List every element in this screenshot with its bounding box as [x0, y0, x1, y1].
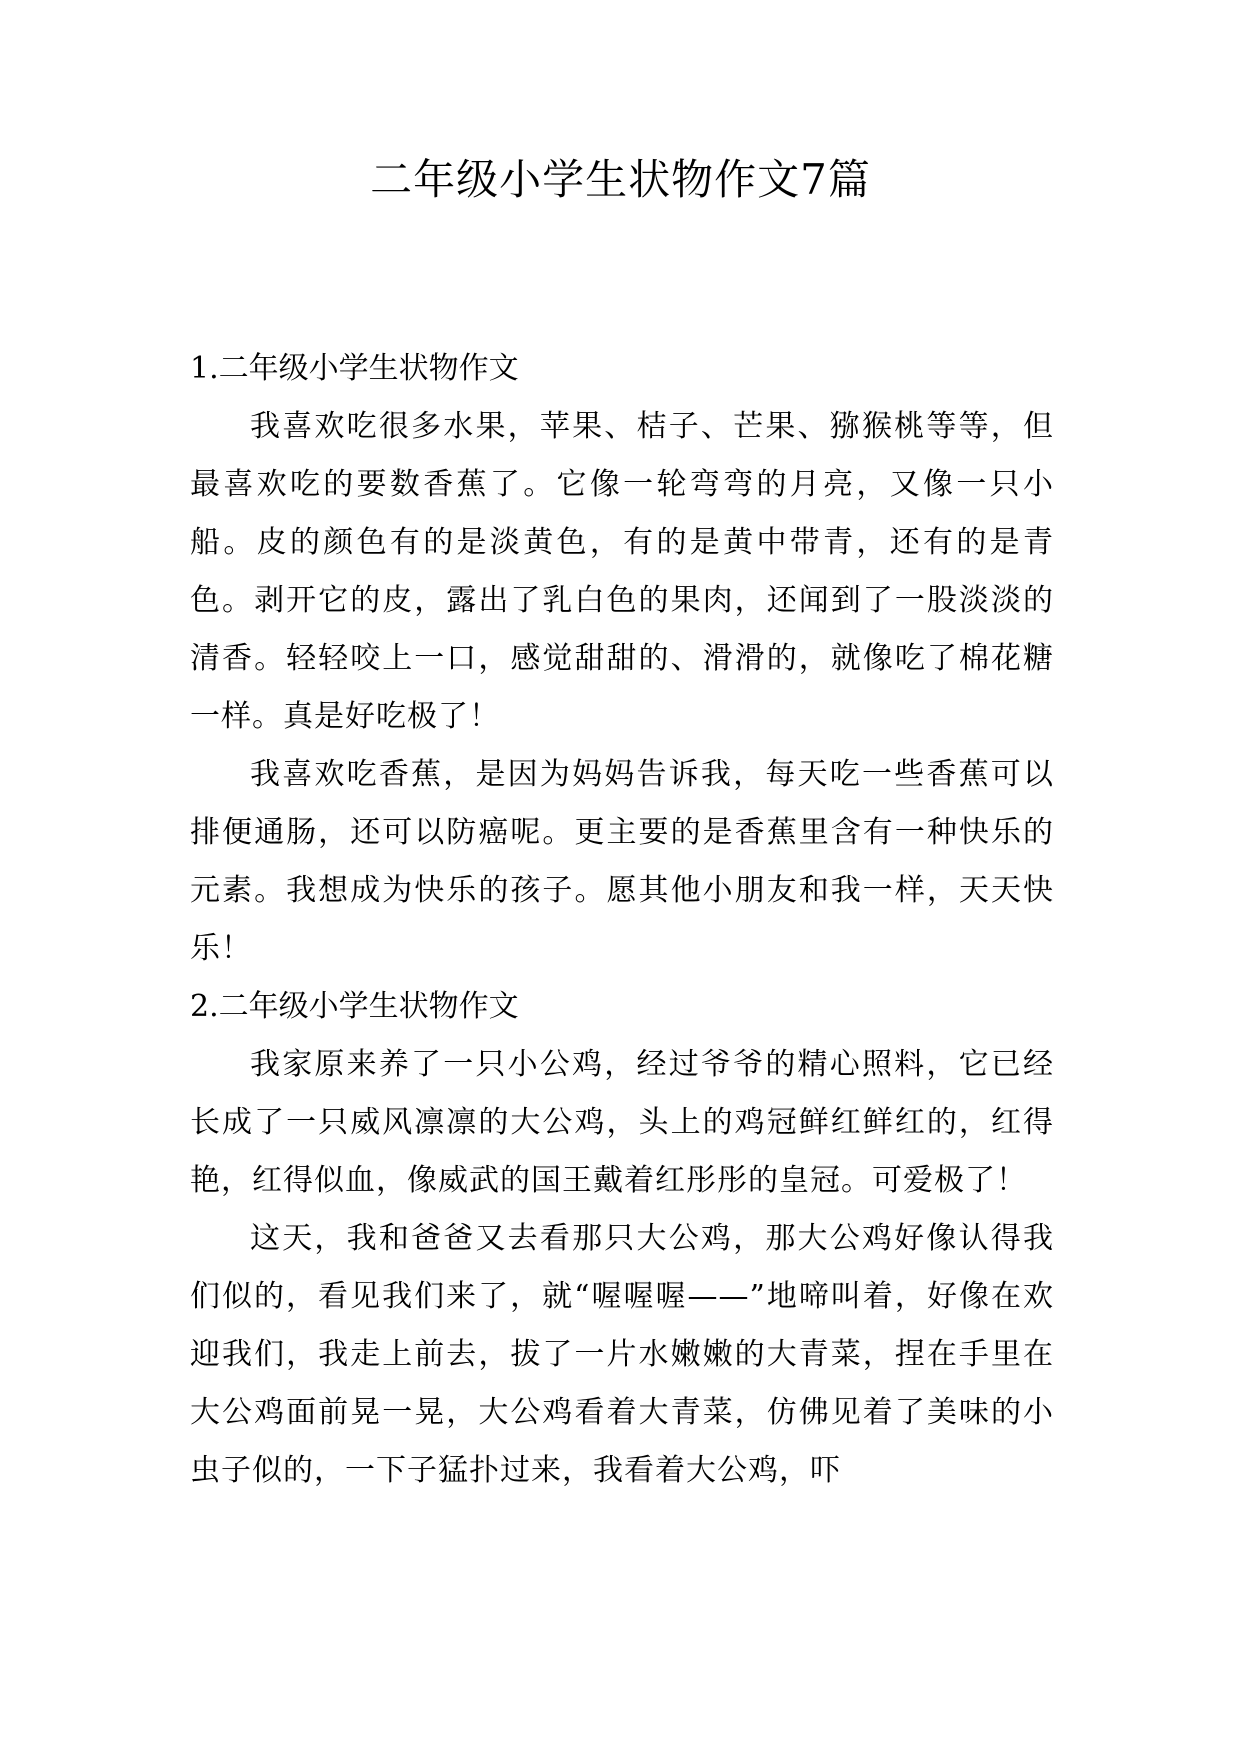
document-body [190, 340, 1054, 1500]
paragraph: 这天，我和爸爸又去看那只大公鸡，那大公鸡好像认得我们似的，看见我们来了，就“喔喔喔——”地啼叫着，好像在欢迎我们，我走上前去，拔了一片水嫩嫩的大青菜，捏在手里在大公鸡面前晃一晃，大公鸡看着大青菜，仿佛见着了美味的小虫子似的，一下子猛扑过来，我看着大公鸡，吓 [190, 1221, 1054, 1488]
paragraph: 我家原来养了一只小公鸡，经过爷爷的精心照料，它已经长成了一只威风凛凛的大公鸡，头上的鸡冠鲜红鲜红的，红得艳，红得似血，像威武的国王戴着红彤彤的皇冠。可爱极了！ [190, 1047, 1054, 1198]
section-heading: 1.二年级小学生状物作文 [190, 351, 519, 386]
section-heading: 2.二年级小学生状物作文 [190, 989, 519, 1024]
section-1 [190, 340, 1054, 978]
document-title: 二年级小学生状物作文7篇 [370, 155, 871, 204]
paragraph: 我喜欢吃很多水果，苹果、桔子、芒果、猕猴桃等等，但最喜欢吃的要数香蕉了。它像一轮弯弯的月亮，又像一只小船。皮的颜色有的是淡黄色，有的是黄中带青，还有的是青色。剥开它的皮，露出了乳白色的果肉，还闻到了一股淡淡的清香。轻轻咬上一口，感觉甜甜的、滑滑的，就像吃了棉花糖一样。真是好吃极了！ [190, 409, 1054, 734]
section-2 [190, 978, 1054, 1500]
paragraph: 我喜欢吃香蕉，是因为妈妈告诉我，每天吃一些香蕉可以排便通肠，还可以防癌呢。更主要的是香蕉里含有一种快乐的元素。我想成为快乐的孩子。愿其他小朋友和我一样，天天快乐！ [190, 757, 1054, 966]
